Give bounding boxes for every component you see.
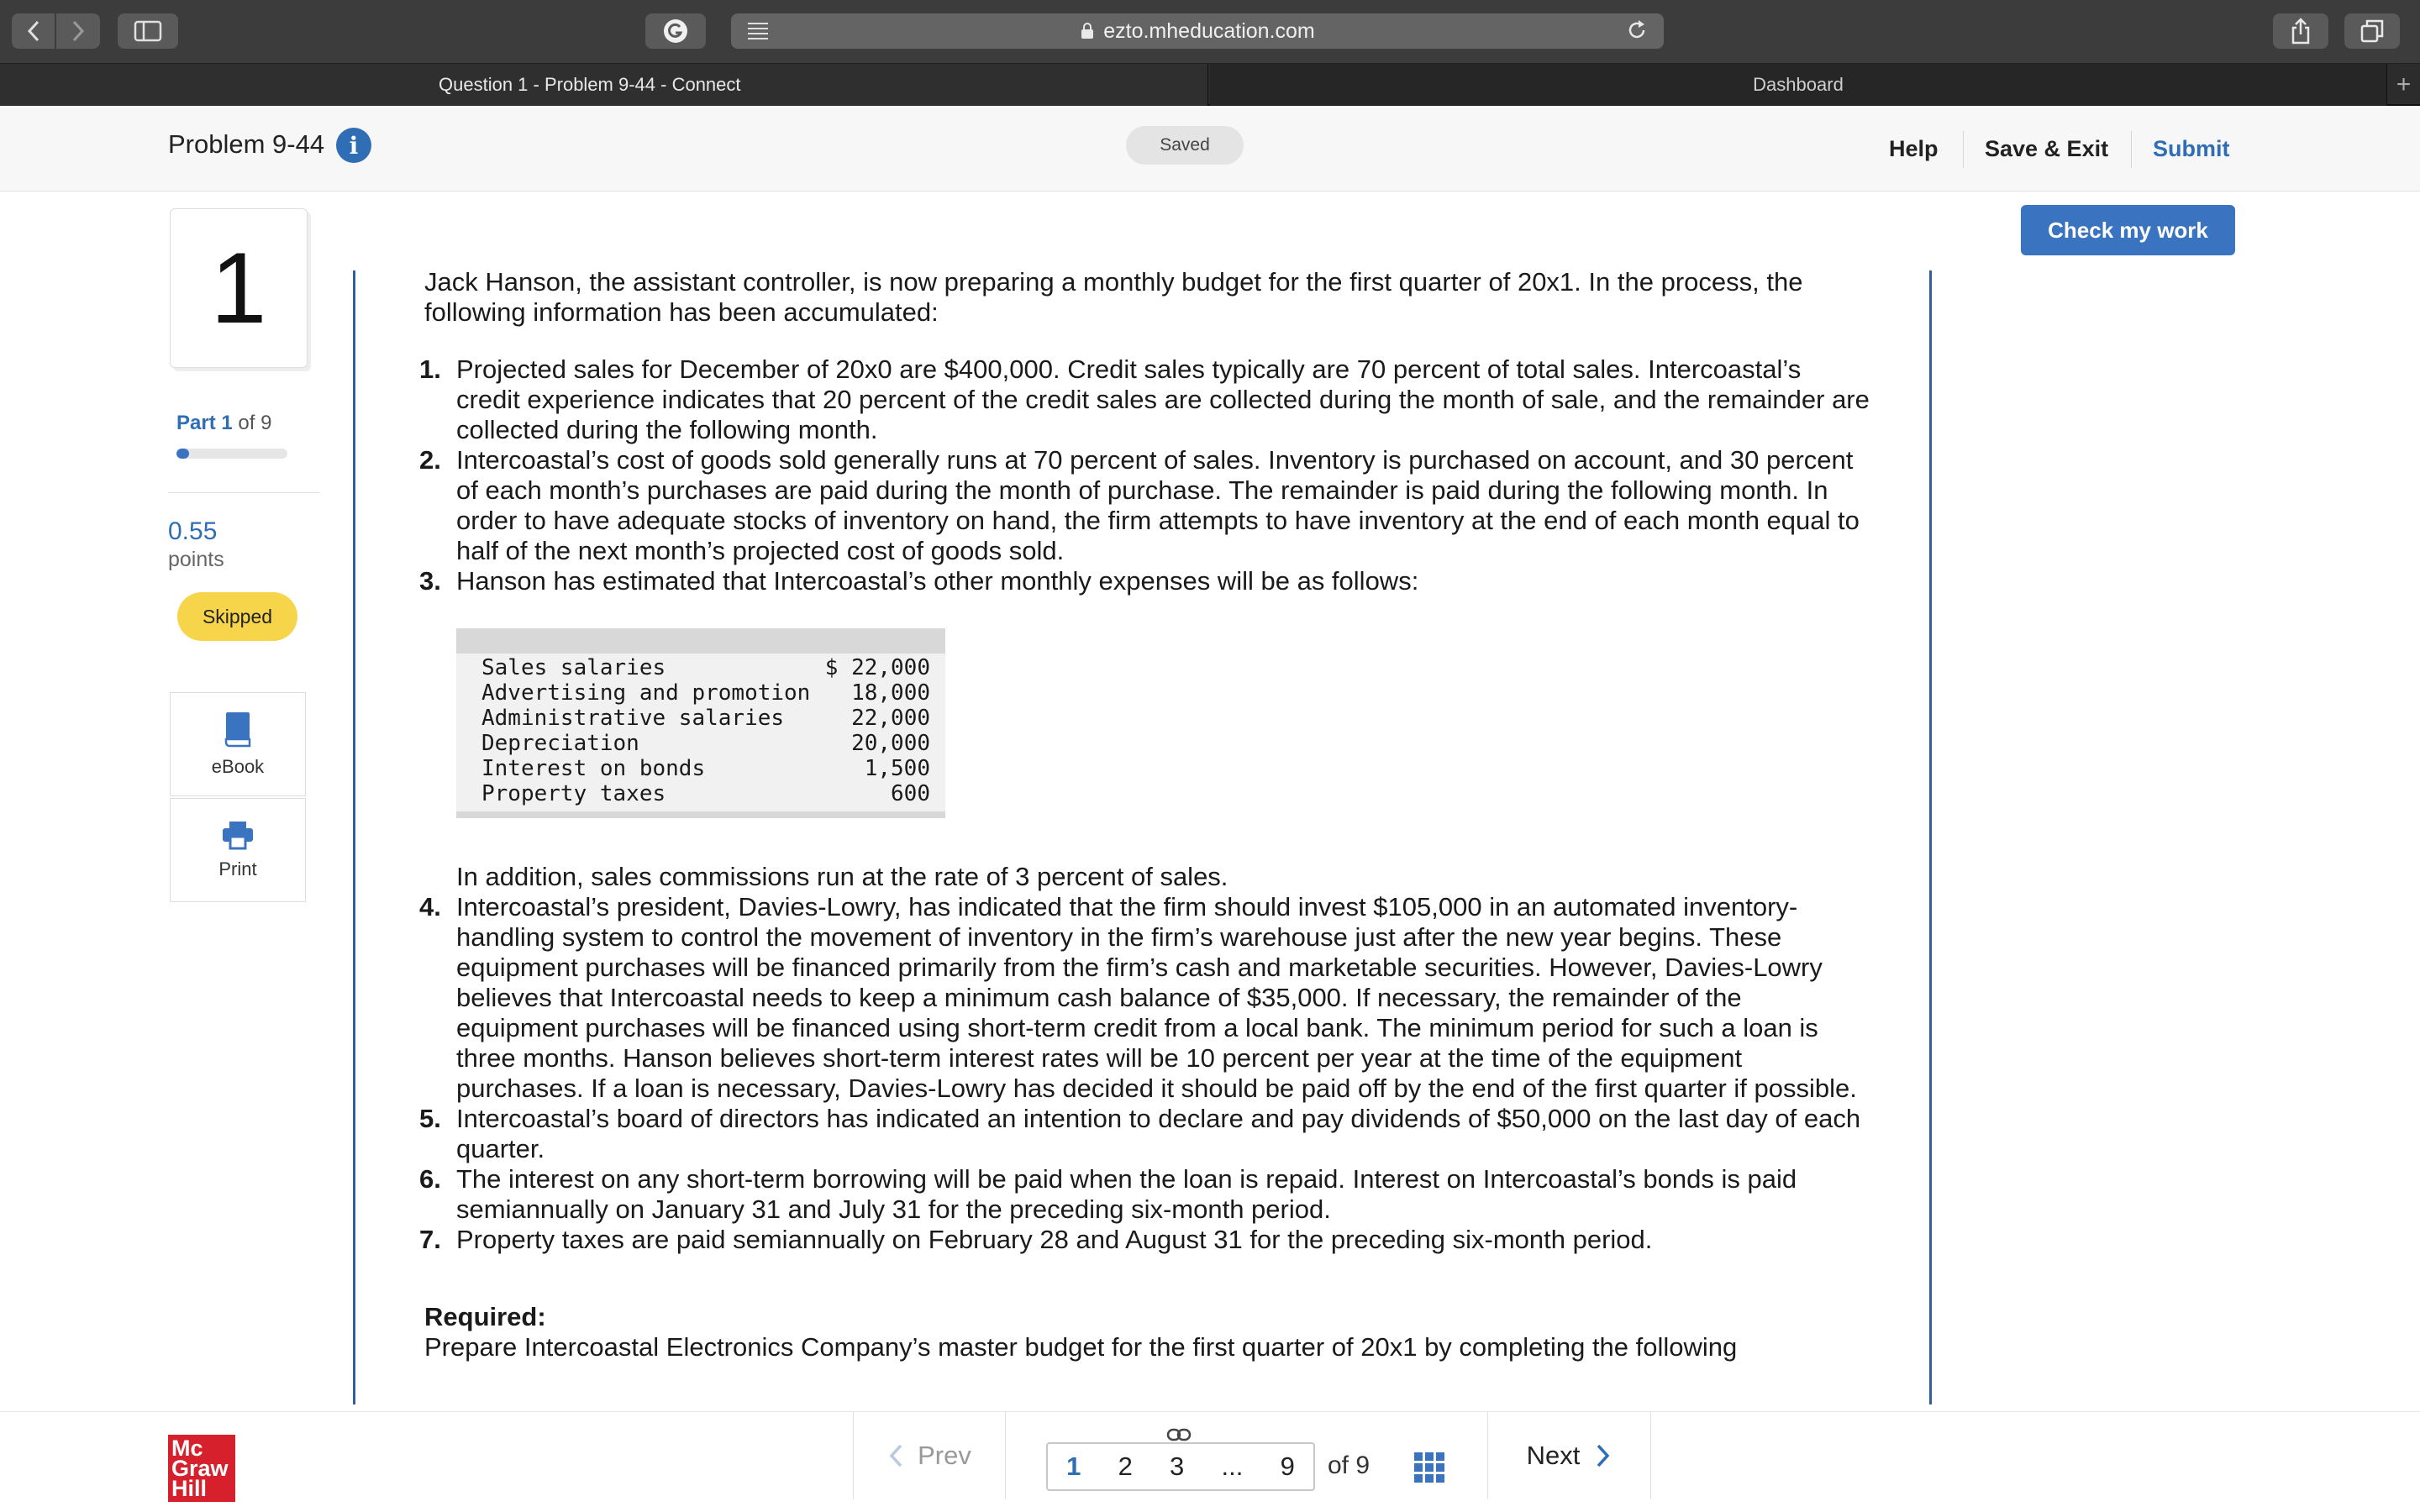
help-link[interactable]: Help bbox=[1889, 136, 1939, 161]
expense-amount: 18,000 bbox=[851, 680, 930, 706]
question-number-card: 1 bbox=[170, 208, 308, 368]
list-text: Intercoastal’s cost of goods sold generally runs at 70 percent of sales. Inventory is purchased on account, and 30 percent of each month’s purchases are paid during the month of purchase. The remainder is paid during the following month. In order to have adequate stocks of inventory on hand, the firm attempts to have inventory at the end of each month equal to half of the next month’s projected cost of goods sold. bbox=[456, 445, 1860, 565]
chevron-left-icon bbox=[25, 19, 42, 43]
print-label: Print bbox=[218, 858, 257, 879]
table-row bbox=[481, 781, 930, 806]
page-ellipsis: ... bbox=[1221, 1452, 1244, 1481]
next-label: Next bbox=[1526, 1441, 1581, 1470]
tab-dashboard[interactable]: Dashboard bbox=[1210, 64, 2386, 106]
logo-line: Mc bbox=[171, 1436, 203, 1461]
expense-label: Depreciation bbox=[481, 731, 639, 756]
monthly-expenses-table bbox=[456, 628, 945, 818]
part-progress-fill bbox=[176, 449, 189, 459]
expense-amount: 22,000 bbox=[851, 706, 930, 731]
printer-icon bbox=[221, 820, 255, 850]
grammarly-icon bbox=[662, 18, 689, 45]
list-item bbox=[419, 1104, 1870, 1164]
link-icon bbox=[1166, 1427, 1192, 1442]
table-row bbox=[481, 756, 930, 781]
logo-line: Hill bbox=[171, 1476, 208, 1501]
header-divider bbox=[1963, 131, 1964, 168]
sidebar-divider bbox=[168, 492, 319, 493]
table-row bbox=[481, 680, 930, 706]
expense-label: Sales salaries bbox=[481, 655, 666, 680]
list-text: Hanson has estimated that Intercoastal’s other monthly expenses will be as follows: bbox=[456, 566, 1419, 596]
list-number: 4. bbox=[419, 892, 441, 921]
content-border-left bbox=[353, 270, 355, 1404]
list-text: Property taxes are paid semiannually on February 28 and August 31 for the preceding six-month period. bbox=[456, 1225, 1653, 1254]
list-item bbox=[419, 1164, 1870, 1225]
list-number: 6. bbox=[419, 1164, 441, 1194]
page-link-9[interactable]: 9 bbox=[1280, 1452, 1295, 1481]
numbered-list bbox=[419, 892, 1870, 1255]
expense-amount: 1,500 bbox=[864, 756, 930, 781]
score-value: 0.55 bbox=[168, 517, 218, 545]
list-text: Intercoastal’s president, Davies-Lowry, has indicated that the firm should invest $105,000 in an automated inventory-handling system to control the movement of inventory in the firm’s warehouse just after the new year begins. These equipment purchases will be financed primarily from the firm’s cash and marketable securities. However, Davies-Lowry believes that Intercoastal needs to keep a minimum cash balance of $35,000. If necessary, the remainder of the equipment purchases will be financed using short-term credit from a local bank. The minimum period for such a loan is three months. Hanson believes short-term interest rates will be 10 percent per year at the time of the equipment purchases. If a loan is necessary, Davies-Lowry has decided it should be paid off by the end of the first quarter if possible. bbox=[456, 892, 1857, 1103]
reload-icon[interactable] bbox=[1625, 18, 1649, 42]
required-heading: Required: bbox=[424, 1302, 546, 1331]
prev-label: Prev bbox=[918, 1441, 971, 1470]
chevron-right-icon bbox=[70, 19, 87, 43]
book-icon bbox=[223, 711, 253, 748]
part-indicator bbox=[176, 412, 271, 435]
ebook-button[interactable] bbox=[170, 692, 306, 796]
skipped-status-badge: Skipped bbox=[177, 592, 297, 641]
list-text: The interest on any short-term borrowing will be paid when the loan is repaid. Interest on Intercoastal’s bonds is paid semiannually on January 31 and July 31 for the preceding six-month period. bbox=[456, 1164, 1797, 1224]
list-text: Projected sales for December of 20x0 are $400,000. Credit sales typically are 70 percent of total sales. Intercoastal’s credit experience indicates that 20 percent of the credit sales are collected during the month of sale, and the remainder are collected during the following month. bbox=[456, 354, 1870, 444]
saved-status-badge: Saved bbox=[1126, 126, 1244, 165]
expense-label: Advertising and promotion bbox=[481, 680, 811, 706]
content-border-right bbox=[1929, 270, 1932, 1404]
commission-note bbox=[424, 862, 1870, 892]
page-link-2[interactable]: 2 bbox=[1118, 1452, 1133, 1481]
list-item bbox=[419, 566, 1870, 596]
header-divider bbox=[2131, 131, 2132, 168]
check-my-work-button[interactable]: Check my work bbox=[2021, 205, 2235, 255]
part-total: of 9 bbox=[238, 412, 272, 434]
list-text: Intercoastal’s board of directors has indicated an intention to declare and pay dividends of $50,000 on the last day of each quarter. bbox=[456, 1104, 1861, 1163]
footer-navigation bbox=[0, 1411, 2420, 1512]
chevron-left-icon bbox=[887, 1442, 904, 1469]
part-current: 1 bbox=[221, 412, 233, 434]
forward-button[interactable] bbox=[56, 13, 100, 49]
question-body bbox=[419, 267, 1870, 1362]
chevron-right-icon bbox=[1595, 1442, 1612, 1469]
share-icon bbox=[2290, 18, 2312, 45]
table-row bbox=[481, 731, 930, 756]
grid-icon[interactable] bbox=[1414, 1452, 1444, 1483]
list-item bbox=[419, 445, 1870, 566]
page-link-3[interactable]: 3 bbox=[1170, 1452, 1185, 1481]
prev-button[interactable] bbox=[853, 1412, 1006, 1499]
grammarly-extension-button[interactable] bbox=[645, 13, 706, 49]
expense-label: Interest on bonds bbox=[481, 756, 706, 781]
share-button[interactable] bbox=[2273, 13, 2328, 49]
expense-label: Administrative salaries bbox=[481, 706, 785, 731]
submit-link[interactable]: Submit bbox=[2153, 136, 2230, 161]
page-selector bbox=[1046, 1442, 1315, 1491]
browser-toolbar bbox=[0, 0, 2420, 64]
table-row bbox=[481, 655, 930, 680]
expense-amount: 600 bbox=[891, 781, 930, 806]
list-number: 7. bbox=[419, 1225, 441, 1254]
tabs-icon bbox=[2360, 18, 2385, 44]
expense-amount: 20,000 bbox=[851, 731, 930, 756]
expense-label: Property taxes bbox=[481, 781, 666, 806]
sidebar-toggle-button[interactable] bbox=[118, 13, 178, 49]
list-number: 1. bbox=[419, 354, 441, 384]
url-text: ezto.mheducation.com bbox=[1103, 18, 1315, 43]
save-exit-link[interactable]: Save & Exit bbox=[1985, 136, 2109, 161]
print-button[interactable] bbox=[170, 798, 306, 902]
page-total: of 9 bbox=[1328, 1452, 1370, 1479]
address-bar[interactable] bbox=[731, 13, 1664, 49]
list-item bbox=[419, 1225, 1870, 1255]
page-title: Problem 9-44 bbox=[168, 129, 325, 159]
lock-icon bbox=[1080, 22, 1095, 40]
list-item bbox=[419, 354, 1870, 445]
question-intro: Jack Hanson, the assistant controller, is now preparing a monthly budget for the first quarter of 20x1. In the process, the following information has been accumulated: bbox=[424, 267, 1803, 327]
table-row bbox=[481, 706, 930, 731]
page-link-1[interactable]: 1 bbox=[1066, 1452, 1081, 1481]
logo-line: Graw bbox=[171, 1456, 229, 1481]
list-item bbox=[419, 892, 1870, 1104]
required-text: Prepare Intercoastal Electronics Company’s master budget for the first quarter of 20x1 by completing the following bbox=[424, 1332, 1738, 1362]
sidebar-icon bbox=[134, 20, 162, 42]
ebook-label: eBook bbox=[211, 756, 265, 777]
list-number: 5. bbox=[419, 1104, 441, 1133]
new-tab-button[interactable]: + bbox=[2386, 64, 2420, 106]
show-tabs-button[interactable] bbox=[2344, 13, 2400, 49]
list-number: 3. bbox=[419, 566, 441, 596]
part-progress-bar bbox=[176, 449, 287, 459]
mcgraw-hill-logo bbox=[168, 1435, 235, 1502]
back-button[interactable] bbox=[12, 13, 55, 49]
assignment-header bbox=[0, 108, 2420, 192]
expense-amount: $ 22,000 bbox=[824, 655, 930, 680]
numbered-list bbox=[419, 354, 1870, 596]
next-button[interactable] bbox=[1487, 1412, 1651, 1499]
score-unit: points bbox=[168, 548, 224, 571]
reader-icon[interactable] bbox=[743, 16, 773, 46]
commission-text: In addition, sales commissions run at the rate of 3 percent of sales. bbox=[456, 862, 1228, 891]
info-icon[interactable]: i bbox=[336, 128, 371, 163]
part-word: Part bbox=[176, 412, 216, 434]
tab-connect-question[interactable]: Question 1 - Problem 9-44 - Connect bbox=[0, 64, 1208, 106]
tab-bar bbox=[0, 64, 2420, 106]
list-number: 2. bbox=[419, 445, 441, 475]
